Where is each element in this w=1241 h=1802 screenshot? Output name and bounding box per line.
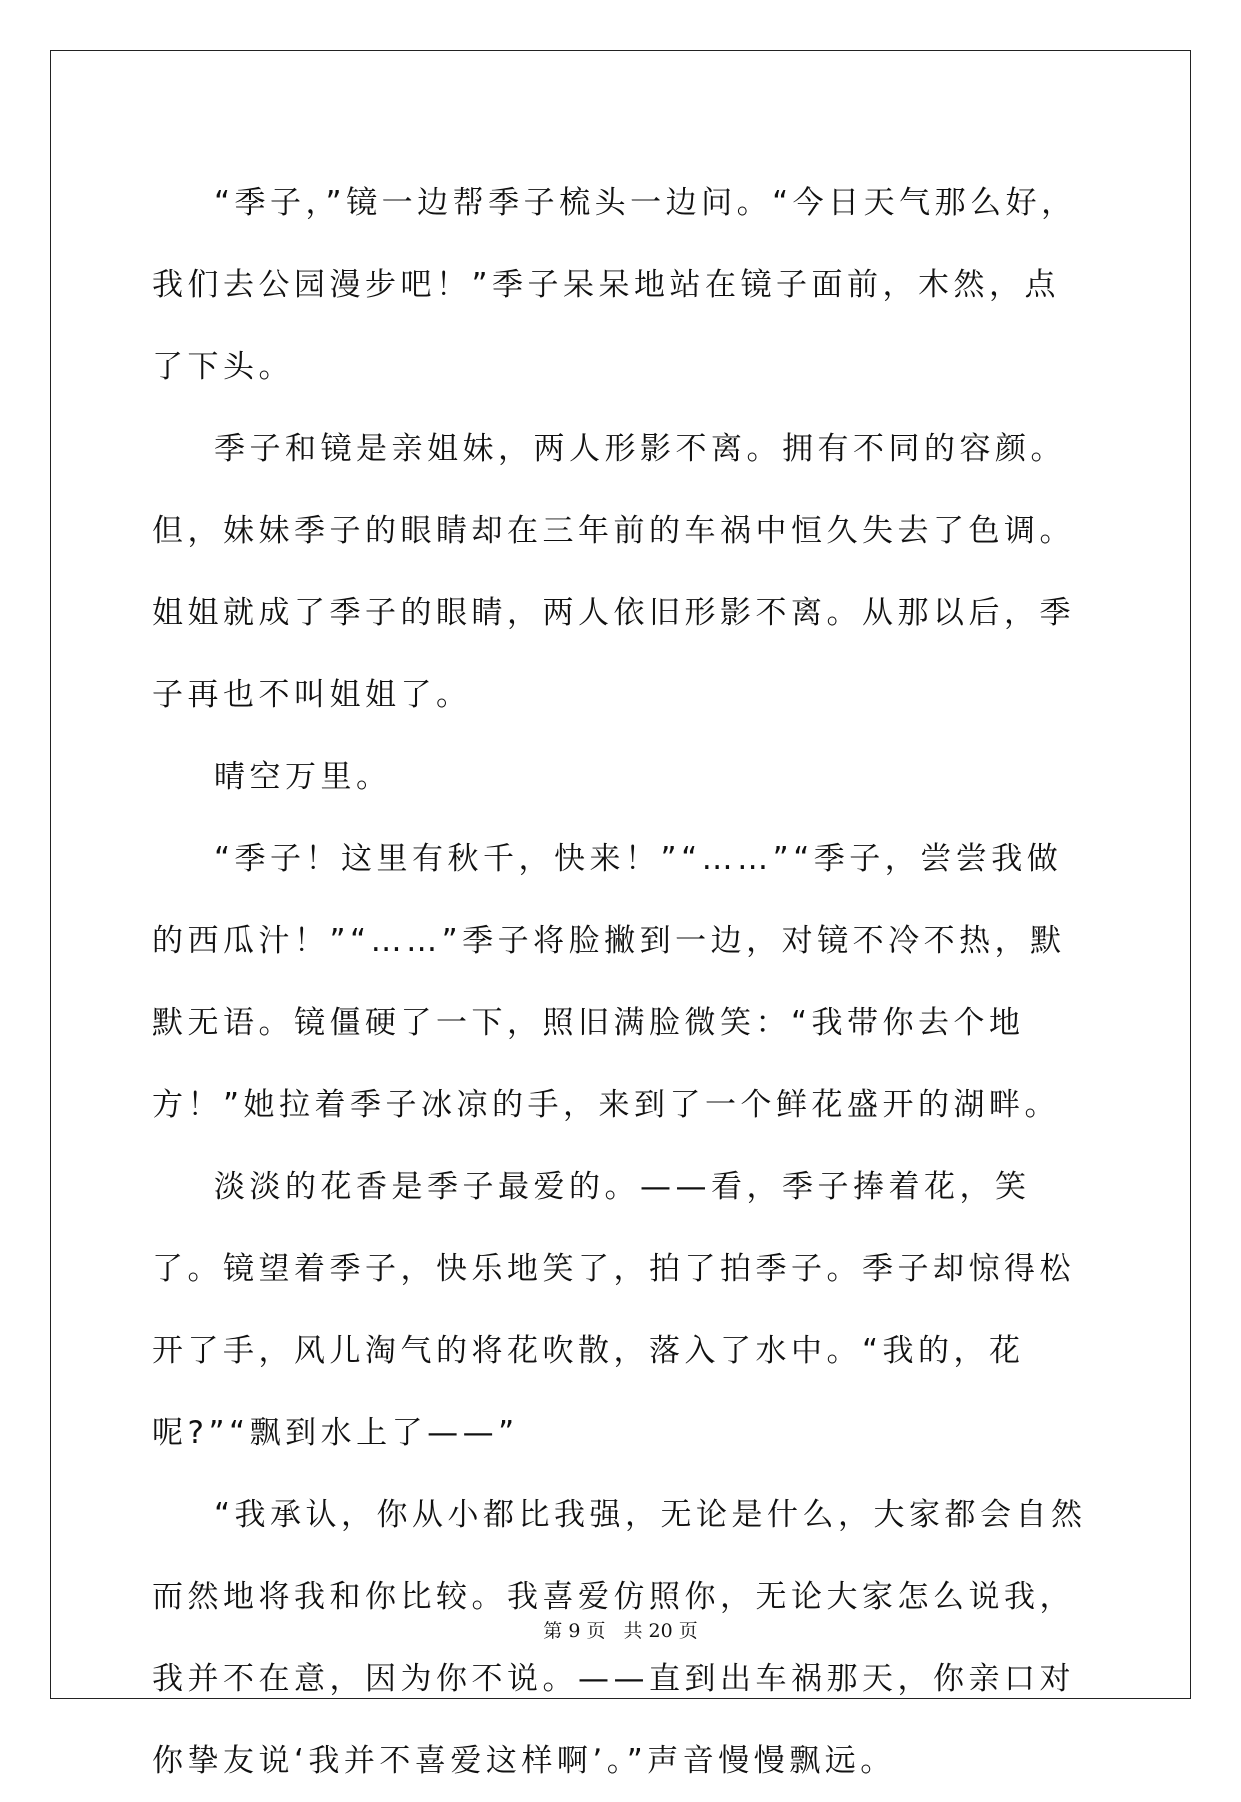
page-total: 共 20 页 xyxy=(623,1620,698,1642)
paragraph-2: 季子和镜是亲姐妹，两人形影不离。拥有不同的容颜。但，妹妹季子的眼睛却在三年前的车祸中恒久失去了色调。姐姐就成了季子的眼睛，两人依旧形影不离。从那以后，季子再也不叫姐姐了。 xyxy=(152,431,1075,713)
paragraph-3: 晴空万里。 xyxy=(214,759,392,795)
page-number: 第 9 页 xyxy=(543,1620,606,1642)
paragraph-4: “季子！这里有秋千，快来！”“……”“季子，尝尝我做的西瓜汁！”“……”季子将脸撇到一边，对镜不冷不热，默默无语。镜僵硬了一下，照旧满脸微笑：“我带你去个地方！”她拉着季子冰凉的手，来到了一个鲜花盛开的湖畔。 xyxy=(152,841,1066,1123)
document-body xyxy=(152,162,1092,1802)
paragraph-6: “我承认，你从小都比我强，无论是什么，大家都会自然而然地将我和你比较。我喜爱仿照你，无论大家怎么说我，我并不在意，因为你不说。——直到出车祸那天，你亲口对你挚友说‘我并不喜爱这样啊’。”声音慢慢飘远。 xyxy=(152,1497,1087,1779)
paragraph-5: 淡淡的花香是季子最爱的。——看，季子捧着花，笑了。镜望着季子，快乐地笑了，拍了拍季子。季子却惊得松开了手，风儿淘气的将花吹散，落入了水中。“我的，花呢?”“飘到水上了——” xyxy=(152,1169,1075,1451)
page-footer xyxy=(0,1616,1241,1643)
paragraph-1: “季子，”镜一边帮季子梳头一边问。“今日天气那么好，我们去公园漫步吧！”季子呆呆地站在镜子面前，木然，点了下头。 xyxy=(152,185,1077,385)
